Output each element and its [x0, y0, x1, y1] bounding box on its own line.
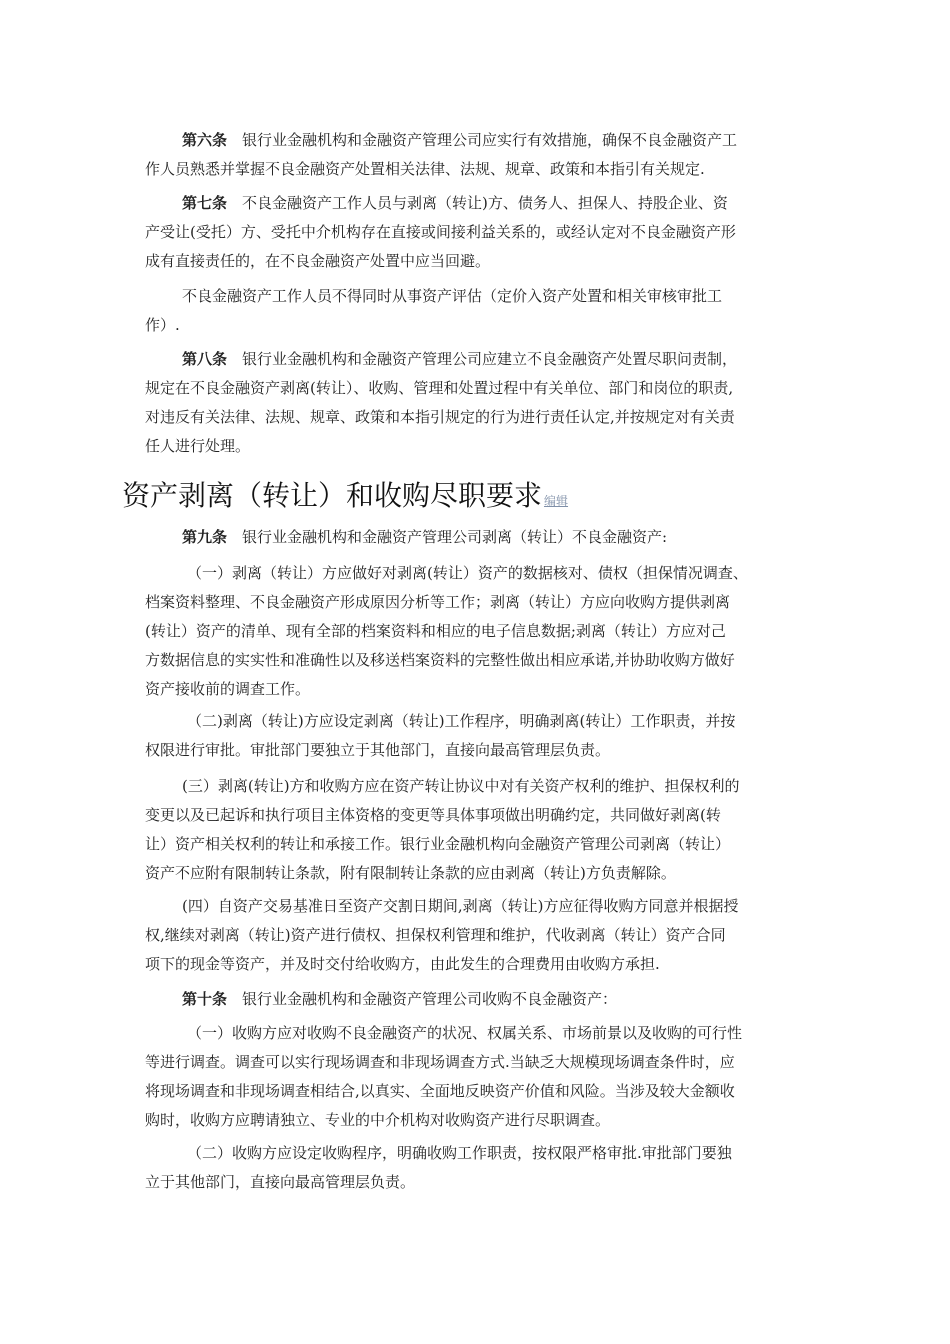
article-8 [145, 345, 815, 461]
section-title: 资产剥离（转让）和收购尽职要求 [122, 479, 543, 512]
article-9-item-1-line-4: 方数据信息的实实性和准确性以及移送档案资料的完整性做出相应承诺,并协助收购方做好 [145, 651, 735, 669]
article-6-line-1: 第六条 银行业金融机构和金融资产管理公司应实行有效措施，确保不良金融资产工 [182, 131, 738, 149]
article-9-item-4-line-2: 权,继续对剥离（转让)资产进行债权、担保权利管理和维护，代收剥离（转让）资产合同 [145, 926, 726, 944]
article-label: 第九条 [182, 528, 228, 546]
article-label: 第八条 [182, 350, 228, 368]
article-7b-line-2: 作）. [145, 316, 180, 334]
article-label: 第十条 [182, 990, 228, 1008]
article-7-line-3: 成有直接责任的，在不良金融资产处置中应当回避。 [145, 252, 491, 270]
article-10-item-2-line-2: 立于其他部门，直接向最高管理层负责。 [145, 1173, 416, 1191]
edit-link[interactable]: 编辑 [544, 494, 569, 508]
article-9-item-4 [145, 892, 815, 979]
article-9-item-3-line-3: 让）资产相关权利的转让和承接工作。银行业金融机构向金融资产管理公司剥离（转让） [145, 835, 731, 853]
article-7 [145, 189, 815, 276]
article-9-item-2 [145, 707, 815, 765]
article-8-line-4: 任人进行处理。 [145, 437, 251, 455]
article-7-line-1: 第七条 不良金融资产工作人员与剥离（转让)方、债务人、担保人、持股企业、资 [182, 194, 728, 212]
article-9-line-1: 第九条 银行业金融机构和金融资产管理公司剥离（转让）不良金融资产: [182, 528, 668, 546]
article-9-item-4-line-1: (四）自资产交易基准日至资产交割日期间,剥离（转让)方应征得收购方同意并根据授 [182, 897, 739, 915]
article-8-line-3: 对违反有关法律、法规、规章、政策和本指引规定的行为进行责任认定,并按规定对有关责 [145, 408, 735, 426]
article-9-item-1-line-1: （一）剥离（转让）方应做好对剥离(转让）资产的数据核对、债权（担保情况调查、 [187, 564, 748, 582]
article-7-paragraph-2 [145, 282, 815, 340]
article-label: 第七条 [182, 194, 228, 212]
article-9-item-1-line-3: (转让）资产的清单、现有全部的档案资料和相应的电子信息数据;剥离（转让）方应对己 [145, 622, 726, 640]
article-9-item-1 [145, 559, 815, 704]
article-9-item-4-line-3: 项下的现金等资产，并及时交付给收购方，由此发生的合理费用由收购方承担. [145, 955, 660, 973]
article-10-item-1-line-2: 等进行调查。调查可以实行现场调查和非现场调查方式.当缺乏大规模现场调查条件时，应 [145, 1053, 735, 1071]
article-8-line-1: 第八条 银行业金融机构和金融资产管理公司应建立不良金融资产处置尽职问责制， [182, 350, 738, 368]
article-9 [145, 523, 815, 552]
article-10 [145, 985, 815, 1014]
section-heading [122, 476, 568, 521]
article-9-item-3-line-2: 变更以及已起诉和执行项目主体资格的变更等具体事项做出明确约定，共同做好剥离(转 [145, 806, 721, 824]
article-10-item-2-line-1: （二）收购方应设定收购程序，明确收购工作职责，按权限严格审批.审批部门要独 [187, 1144, 732, 1162]
article-10-line-1: 第十条 银行业金融机构和金融资产管理公司收购不良金融资产： [182, 990, 618, 1008]
article-10-item-2 [145, 1139, 815, 1197]
article-label: 第六条 [182, 131, 228, 149]
article-9-item-1-line-5: 资产接收前的调查工作。 [145, 680, 311, 698]
article-10-item-1-line-3: 将现场调查和非现场调查相结合,以真实、全面地反映资产价值和风险。当涉及较大金额收 [145, 1082, 735, 1100]
article-9-item-2-line-1: （二)剥离（转让)方应设定剥离（转让)工作程序，明确剥离(转让）工作职责，并按 [187, 712, 736, 730]
article-9-item-1-line-2: 档案资料整理、不良金融资产形成原因分析等工作；剥离（转让）方应向收购方提供剥离 [145, 593, 731, 611]
article-8-line-2: 规定在不良金融资产剥离(转让）、收购、管理和处置过程中有关单位、部门和岗位的职责, [145, 379, 734, 397]
article-6 [145, 126, 815, 184]
article-9-item-3-line-1: (三）剥离(转让)方和收购方应在资产转让协议中对有关资产权利的维护、担保权利的 [182, 777, 740, 795]
article-9-item-3-line-4: 资产不应附有限制转让条款，附有限制转让条款的应由剥离（转让)方负责解除。 [145, 864, 676, 882]
article-10-item-1 [145, 1019, 815, 1135]
article-10-item-1-line-4: 购时，收购方应聘请独立、专业的中介机构对收购资产进行尽职调查。 [145, 1111, 611, 1129]
article-6-line-2: 作人员熟悉并掌握不良金融资产处置相关法律、法规、规章、政策和本指引有关规定. [145, 160, 705, 178]
article-7b-line-1: 不良金融资产工作人员不得同时从事资产评估（定价入资产处置和相关审核审批工 [182, 287, 723, 305]
article-9-item-3 [145, 772, 815, 888]
article-7-line-2: 产受让(受托）方、受托中介机构存在直接或间接利益关系的，或经认定对不良金融资产形 [145, 223, 736, 241]
article-10-item-1-line-1: （一）收购方应对收购不良金融资产的状况、权属关系、市场前景以及收购的可行性 [187, 1024, 743, 1042]
article-9-item-2-line-2: 权限进行审批。审批部门要独立于其他部门，直接向最高管理层负责。 [145, 741, 611, 759]
